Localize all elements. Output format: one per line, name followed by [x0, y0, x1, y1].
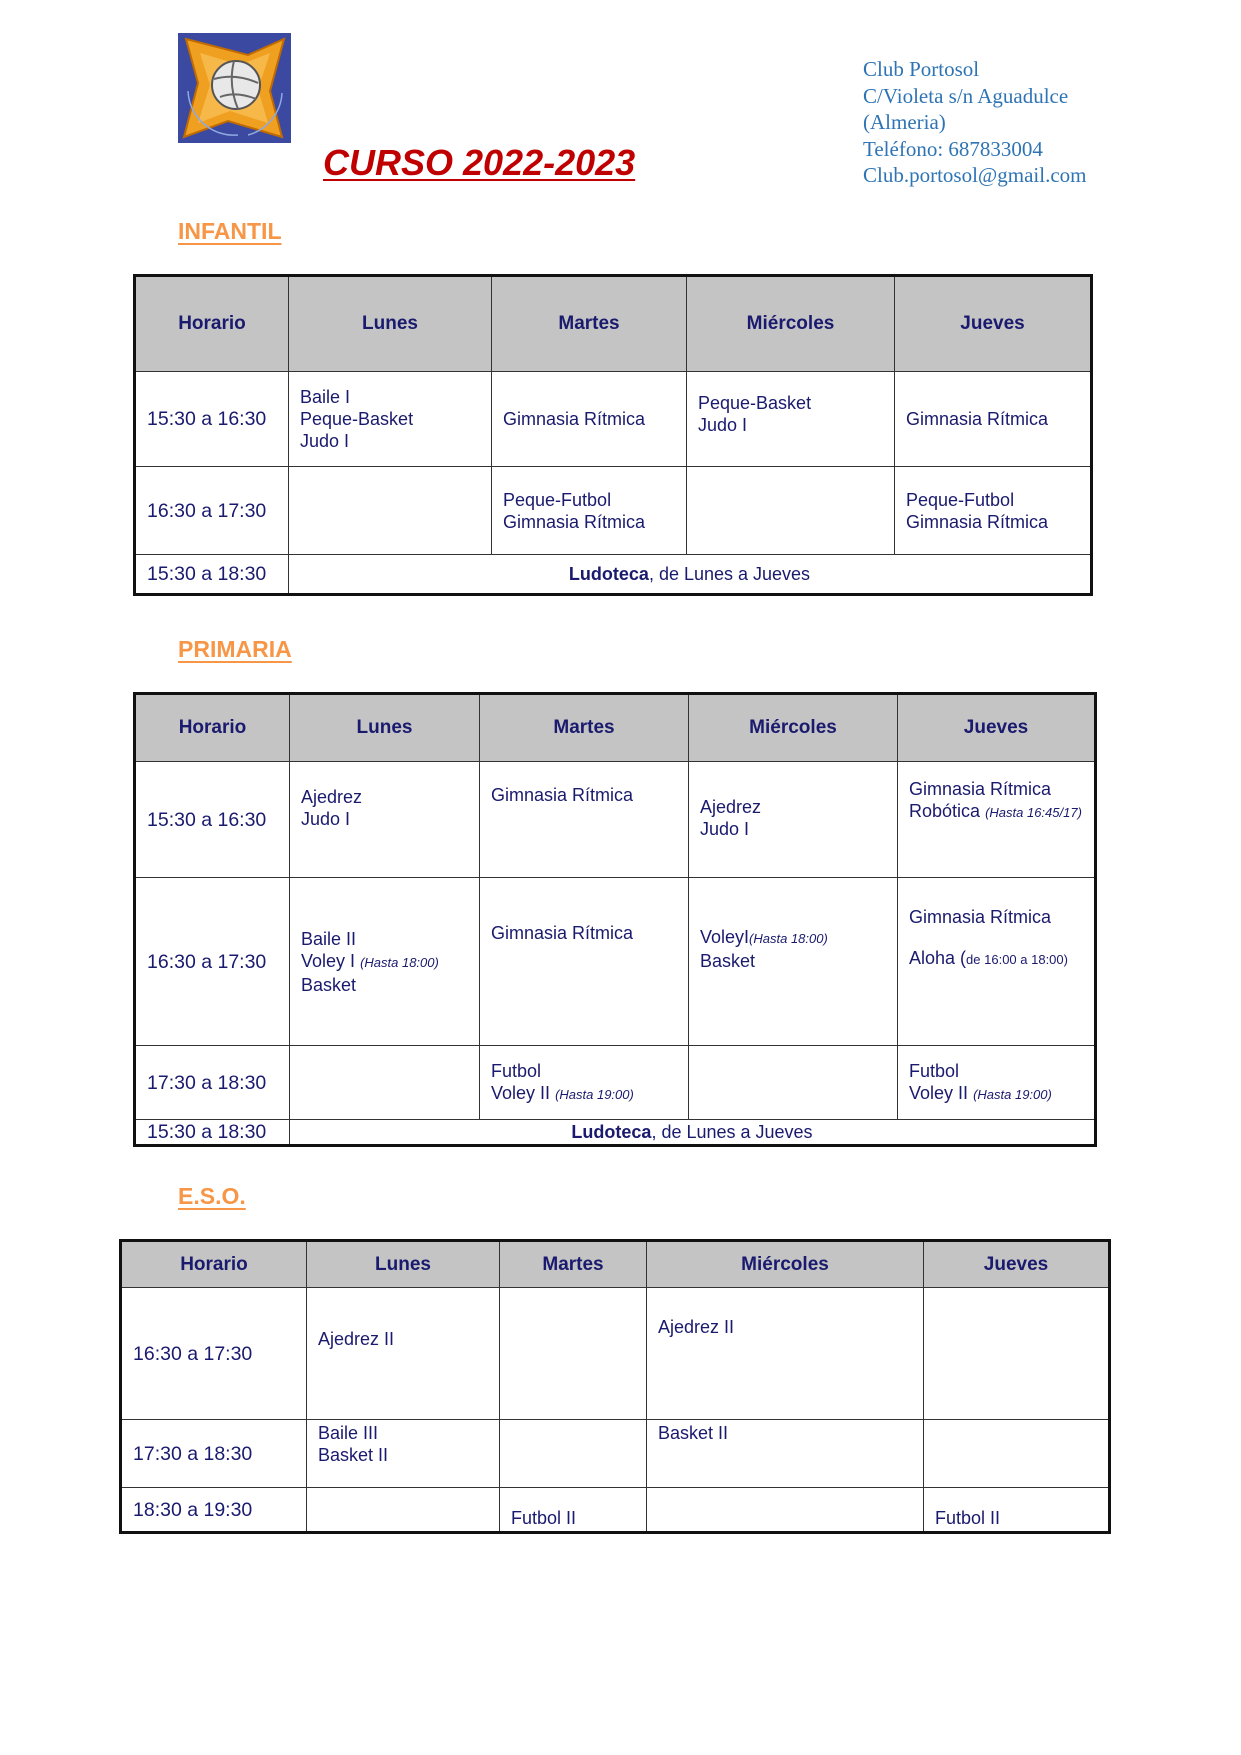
miercoles-cell — [689, 762, 898, 878]
col-header-miercoles: Miércoles — [687, 276, 895, 372]
activity: Ajedrez — [700, 797, 762, 817]
activity: Judo I — [698, 415, 748, 435]
activity-note: de 16:00 a 18:00) — [966, 952, 1068, 967]
miercoles-cell — [647, 1420, 924, 1488]
activity: Peque-Basket — [300, 409, 414, 429]
table-row — [121, 1288, 1110, 1420]
activity: Gimnasia Rítmica — [909, 779, 1052, 799]
activity-name: Aloha ( — [909, 948, 967, 968]
lunes-cell — [307, 1288, 500, 1420]
jueves-cell — [924, 1420, 1110, 1488]
lunes-cell — [307, 1420, 500, 1488]
time-cell: 18:30 a 19:30 — [121, 1488, 307, 1533]
col-header-martes: Martes — [492, 276, 687, 372]
miercoles-cell — [647, 1488, 924, 1533]
miercoles-cell — [689, 1046, 898, 1120]
activity: Judo I — [301, 809, 351, 829]
lunes-cell — [289, 467, 492, 555]
col-header-jueves: Jueves — [895, 276, 1092, 372]
activity: Baile III — [318, 1423, 379, 1443]
activity: Futbol II — [511, 1508, 577, 1528]
table-row — [135, 372, 1092, 467]
activity-name: Voley II — [909, 1082, 969, 1103]
table-row — [135, 762, 1096, 878]
activity: Gimnasia Rítmica — [906, 511, 1049, 532]
club-phone: Teléfono: 687833004 — [863, 136, 1043, 161]
infantil-table — [133, 274, 1093, 596]
ludoteca-row — [135, 555, 1092, 595]
club-address: C/Violeta s/n Aguadulce — [863, 83, 1069, 108]
martes-cell — [480, 1046, 689, 1120]
col-header-miercoles: Miércoles — [689, 694, 898, 762]
table-row — [135, 1046, 1096, 1120]
activity: Peque-Basket — [698, 393, 812, 413]
ludoteca-row — [135, 1120, 1096, 1146]
table-row — [121, 1420, 1110, 1488]
activity: Gimnasia Rítmica — [503, 409, 646, 429]
col-header-horario: Horario — [135, 276, 289, 372]
activity: Futbol II — [935, 1508, 1001, 1528]
activity — [909, 950, 1094, 968]
section-title-infantil: INFANTIL — [178, 218, 282, 244]
col-header-jueves: Jueves — [924, 1241, 1110, 1288]
activity: Judo I — [300, 431, 350, 451]
activity: Baile II — [301, 929, 357, 949]
club-logo — [178, 33, 291, 143]
activity: Ajedrez II — [658, 1317, 735, 1337]
time-cell: 16:30 a 17:30 — [135, 467, 289, 555]
col-header-jueves: Jueves — [898, 694, 1096, 762]
miercoles-cell — [687, 372, 895, 467]
activity: Peque-Futbol — [503, 489, 612, 510]
activity: Futbol — [491, 1060, 542, 1081]
martes-cell — [500, 1420, 647, 1488]
col-header-lunes: Lunes — [307, 1241, 500, 1288]
activity-name: Robótica — [909, 801, 981, 821]
activity: Judo I — [700, 819, 750, 839]
activity: Gimnasia Rítmica — [906, 409, 1049, 429]
activity: Ajedrez — [301, 787, 363, 807]
club-city: (Almeria) — [863, 110, 946, 134]
ludoteca-label: Ludoteca — [568, 564, 649, 584]
lunes-cell — [307, 1488, 500, 1533]
spacer — [909, 928, 1094, 950]
activity-note: (Hasta 16:45/17) — [985, 805, 1082, 820]
time-cell: 16:30 a 17:30 — [135, 878, 290, 1046]
martes-cell — [492, 372, 687, 467]
jueves-cell — [898, 878, 1096, 1046]
activity-name: VoleyI — [700, 927, 750, 947]
club-email[interactable]: Club.portosol@gmail.com — [863, 163, 1087, 187]
activity — [909, 1082, 1094, 1106]
activity-note: (Hasta 19:00) — [555, 1086, 634, 1102]
activity — [909, 800, 1094, 824]
jueves-cell — [898, 762, 1096, 878]
activity: Basket — [700, 951, 756, 971]
miercoles-cell — [647, 1288, 924, 1420]
jueves-cell — [924, 1288, 1110, 1420]
col-header-martes: Martes — [500, 1241, 647, 1288]
activity-note: (Hasta 19:00) — [973, 1086, 1052, 1102]
activity: Basket II — [318, 1445, 389, 1465]
activity — [700, 926, 897, 950]
eso-table — [119, 1239, 1111, 1534]
jueves-cell — [898, 1046, 1096, 1120]
section-title-primaria: PRIMARIA — [178, 636, 292, 662]
col-header-martes: Martes — [480, 694, 689, 762]
martes-cell — [480, 878, 689, 1046]
contact-block — [863, 56, 1087, 189]
activity-note: (Hasta 18:00) — [749, 931, 828, 946]
club-name: Club Portosol — [863, 57, 980, 81]
course-title: CURSO 2022-2023 — [323, 142, 636, 183]
table-header-row — [121, 1241, 1110, 1288]
lunes-cell — [290, 1046, 480, 1120]
activity: Gimnasia Rítmica — [491, 923, 634, 943]
activity-note: (Hasta 18:00) — [360, 955, 439, 970]
col-header-miercoles: Miércoles — [647, 1241, 924, 1288]
col-header-horario: Horario — [121, 1241, 307, 1288]
time-cell: 16:30 a 17:30 — [121, 1288, 307, 1420]
lunes-cell — [290, 878, 480, 1046]
col-header-lunes: Lunes — [289, 276, 492, 372]
ludoteca-days: , de Lunes a Jueves — [651, 1122, 813, 1142]
martes-cell — [500, 1488, 647, 1533]
activity: Gimnasia Rítmica — [491, 785, 634, 805]
club-logo-image — [178, 33, 291, 143]
table-row — [135, 467, 1092, 555]
time-cell: 17:30 a 18:30 — [135, 1046, 290, 1120]
table-row — [121, 1488, 1110, 1533]
activity: Peque-Futbol — [906, 489, 1015, 510]
activity — [491, 1082, 688, 1106]
activity: Gimnasia Rítmica — [909, 907, 1052, 927]
activity-name: Voley II — [491, 1082, 551, 1103]
ludoteca-cell — [290, 1120, 1096, 1146]
ludoteca-days: , de Lunes a Jueves — [648, 564, 811, 584]
activity: Basket — [301, 975, 357, 995]
jueves-cell — [924, 1488, 1110, 1533]
section-title-eso: E.S.O. — [178, 1183, 246, 1209]
activity: Gimnasia Rítmica — [503, 511, 646, 532]
time-cell: 15:30 a 16:30 — [135, 372, 289, 467]
col-header-lunes: Lunes — [290, 694, 480, 762]
martes-cell — [480, 762, 689, 878]
lunes-cell — [290, 762, 480, 878]
primaria-table — [133, 692, 1097, 1147]
table-row — [135, 878, 1096, 1046]
miercoles-cell — [687, 467, 895, 555]
time-cell: 15:30 a 18:30 — [135, 555, 289, 595]
activity — [301, 950, 479, 974]
table-header-row — [135, 276, 1092, 372]
martes-cell — [500, 1288, 647, 1420]
lunes-cell — [289, 372, 492, 467]
activity: Ajedrez II — [318, 1329, 395, 1349]
activity: Baile I — [300, 387, 351, 407]
jueves-cell — [895, 372, 1092, 467]
activity-name: Voley I — [301, 951, 356, 971]
activity: Basket II — [658, 1423, 729, 1443]
time-cell: 15:30 a 18:30 — [135, 1120, 290, 1146]
time-cell: 17:30 a 18:30 — [121, 1420, 307, 1488]
table-header-row — [135, 694, 1096, 762]
jueves-cell — [895, 467, 1092, 555]
martes-cell — [492, 467, 687, 555]
miercoles-cell — [689, 878, 898, 1046]
col-header-horario: Horario — [135, 694, 290, 762]
ludoteca-label: Ludoteca — [571, 1122, 652, 1142]
activity: Futbol — [909, 1060, 960, 1081]
time-cell: 15:30 a 16:30 — [135, 762, 290, 878]
ludoteca-cell — [289, 555, 1092, 595]
